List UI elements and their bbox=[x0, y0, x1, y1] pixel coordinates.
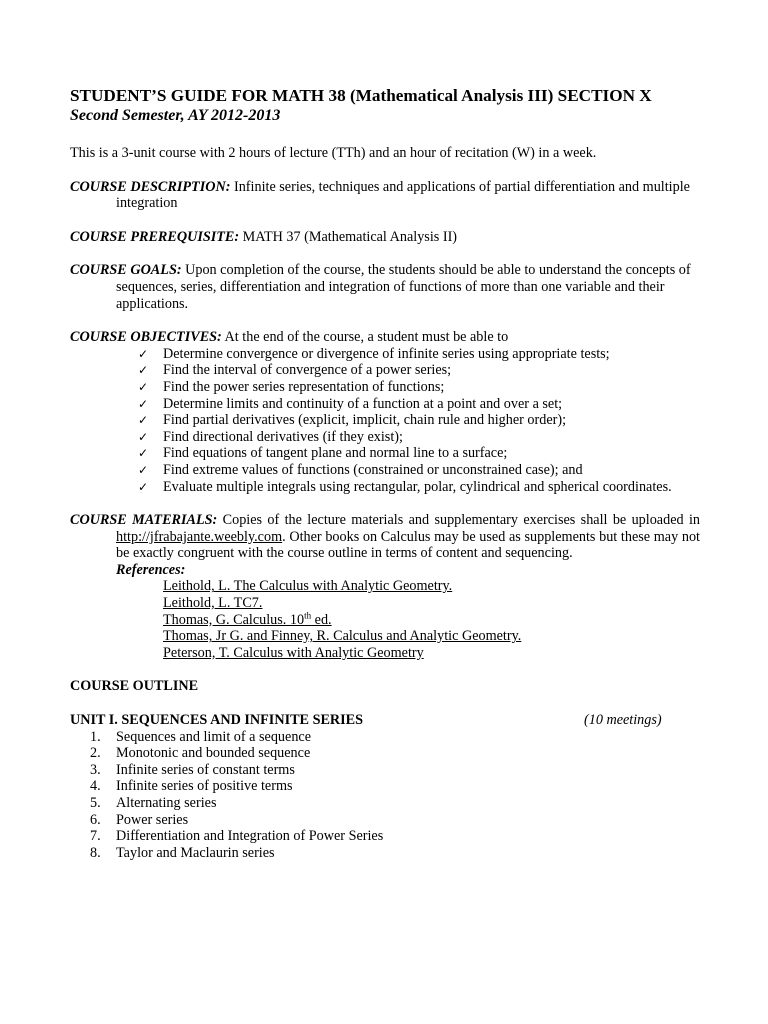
list-item: 8. Taylor and Maclaurin series bbox=[90, 844, 275, 861]
references-label: References: bbox=[116, 561, 186, 578]
list-item: ✓ Determine convergence or divergence of infinite series using appropriate tests; bbox=[138, 345, 610, 362]
list-item: 7. Differentiation and Integration of Power Series bbox=[90, 828, 384, 845]
objectives-list bbox=[70, 346, 700, 495]
reference-item: Peterson, T. Calculus with Analytic Geometry bbox=[163, 644, 424, 661]
course-prerequisite-text: MATH 37 (Mathematical Analysis II) bbox=[239, 228, 458, 245]
course-description bbox=[70, 179, 700, 212]
unit-1-header bbox=[70, 712, 700, 729]
intro-paragraph: This is a 3-unit course with 2 hours of lecture (TTh) and an hour of recitation (W) in a week. bbox=[70, 145, 597, 161]
course-materials-label: COURSE MATERIALS: bbox=[70, 512, 218, 529]
course-objectives bbox=[70, 329, 700, 495]
course-description-text: Infinite series, techniques and applications of partial differentiation and multiple integration bbox=[116, 178, 690, 212]
check-mark-icon: ✓ bbox=[138, 429, 149, 444]
course-materials bbox=[70, 512, 700, 661]
check-mark-icon: ✓ bbox=[138, 462, 149, 477]
reference-item: Leithold, L. TC7. bbox=[163, 595, 263, 612]
list-item: ✓ Evaluate multiple integrals using rectangular, polar, cylindrical and spherical coordinates. bbox=[138, 478, 672, 495]
list-item: ✓ Find extreme values of functions (constrained or unconstrained case); and bbox=[138, 461, 583, 478]
check-mark-icon: ✓ bbox=[138, 346, 149, 361]
check-mark-icon: ✓ bbox=[138, 363, 149, 378]
unit-1-title: UNIT I. SEQUENCES AND INFINITE SERIES bbox=[70, 712, 364, 729]
list-item: 6. Power series bbox=[90, 811, 189, 828]
list-item: 1. Sequences and limit of a sequence bbox=[90, 728, 312, 745]
check-mark-icon: ✓ bbox=[138, 396, 149, 411]
course-materials-paragraph: COURSE MATERIALS: Copies of the lecture materials and supplementary exercises shall be uploaded in http://jfrabajante.weebly.com. Other books on Calculus may be used as supplements but these may not be exactly congruent with the course outline in terms of content and sequencing. bbox=[70, 512, 700, 562]
list-item: ✓ Determine limits and continuity of a function at a point and over a set; bbox=[138, 395, 563, 412]
check-mark-icon: ✓ bbox=[138, 479, 149, 494]
list-item: 4. Infinite series of positive terms bbox=[90, 778, 293, 795]
document-subtitle: Second Semester, AY 2012-2013 bbox=[70, 107, 281, 124]
document-page bbox=[70, 86, 700, 861]
list-item: 3. Infinite series of constant terms bbox=[90, 761, 295, 778]
course-goals-label: COURSE GOALS: bbox=[70, 262, 182, 279]
course-goals bbox=[70, 262, 700, 312]
course-goals-text: Upon completion of the course, the students should be able to understand the concepts of sequences, series, differentiation and integration of functions of more than one variable and their applications. bbox=[116, 262, 691, 312]
document-title: STUDENT’S GUIDE FOR MATH 38 (Mathematical Analysis III) SECTION X bbox=[70, 86, 652, 105]
reference-item: Thomas, Jr G. and Finney, R. Calculus and Analytic Geometry. bbox=[163, 628, 522, 645]
list-item: ✓ Find partial derivatives (explicit, implicit, chain rule and higher order); bbox=[138, 412, 567, 429]
unit-1-section bbox=[70, 712, 700, 861]
list-item: ✓ Find equations of tangent plane and normal line to a surface; bbox=[138, 445, 508, 462]
check-mark-icon: ✓ bbox=[138, 413, 149, 428]
course-description-label: COURSE DESCRIPTION: bbox=[70, 178, 231, 195]
check-mark-icon: ✓ bbox=[138, 446, 149, 461]
course-objectives-intro bbox=[70, 329, 700, 346]
course-website-link[interactable]: http://jfrabajante.weebly.com bbox=[116, 528, 283, 545]
reference-item: Leithold, L. The Calculus with Analytic Geometry. bbox=[163, 578, 453, 595]
course-prerequisite bbox=[70, 229, 700, 246]
list-item: ✓ Find the power series representation of functions; bbox=[138, 378, 445, 395]
course-objectives-label: COURSE OBJECTIVES: bbox=[70, 329, 222, 346]
references-list bbox=[70, 578, 700, 661]
course-objectives-text: At the end of the course, a student must be able to bbox=[221, 329, 509, 346]
list-item: ✓ Find directional derivatives (if they exist); bbox=[138, 428, 403, 445]
list-item: 2. Monotonic and bounded sequence bbox=[90, 745, 311, 762]
unit-1-topics bbox=[70, 729, 700, 862]
list-item: 5. Alternating series bbox=[90, 795, 217, 811]
reference-item: Thomas, G. Calculus. 10th ed. bbox=[163, 609, 332, 628]
course-outline-heading: COURSE OUTLINE bbox=[70, 678, 199, 695]
course-prerequisite-label: COURSE PREREQUISITE: bbox=[70, 228, 240, 245]
list-item: ✓ Find the interval of convergence of a power series; bbox=[138, 362, 452, 379]
unit-1-meetings: (10 meetings) bbox=[584, 712, 662, 729]
check-mark-icon: ✓ bbox=[138, 379, 149, 394]
